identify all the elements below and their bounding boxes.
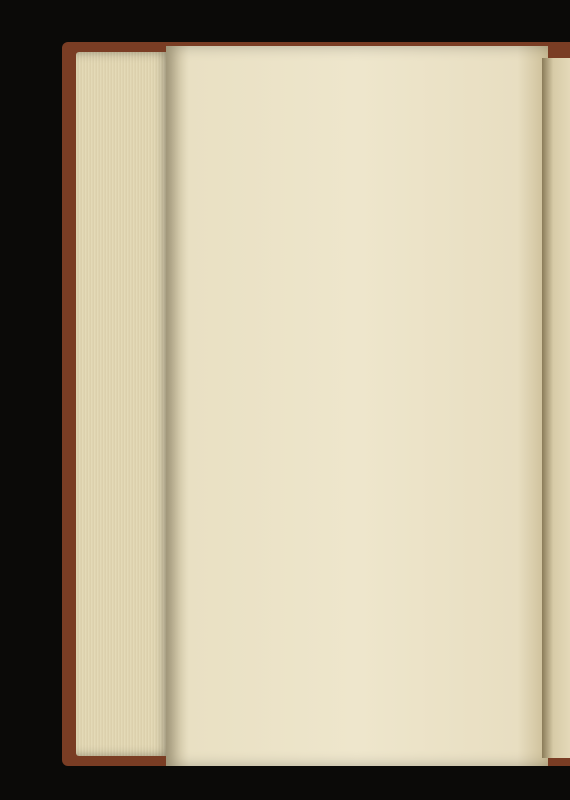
book-page — [166, 46, 548, 766]
page-block-edge — [76, 52, 170, 756]
facing-page-fragment — [542, 58, 570, 758]
